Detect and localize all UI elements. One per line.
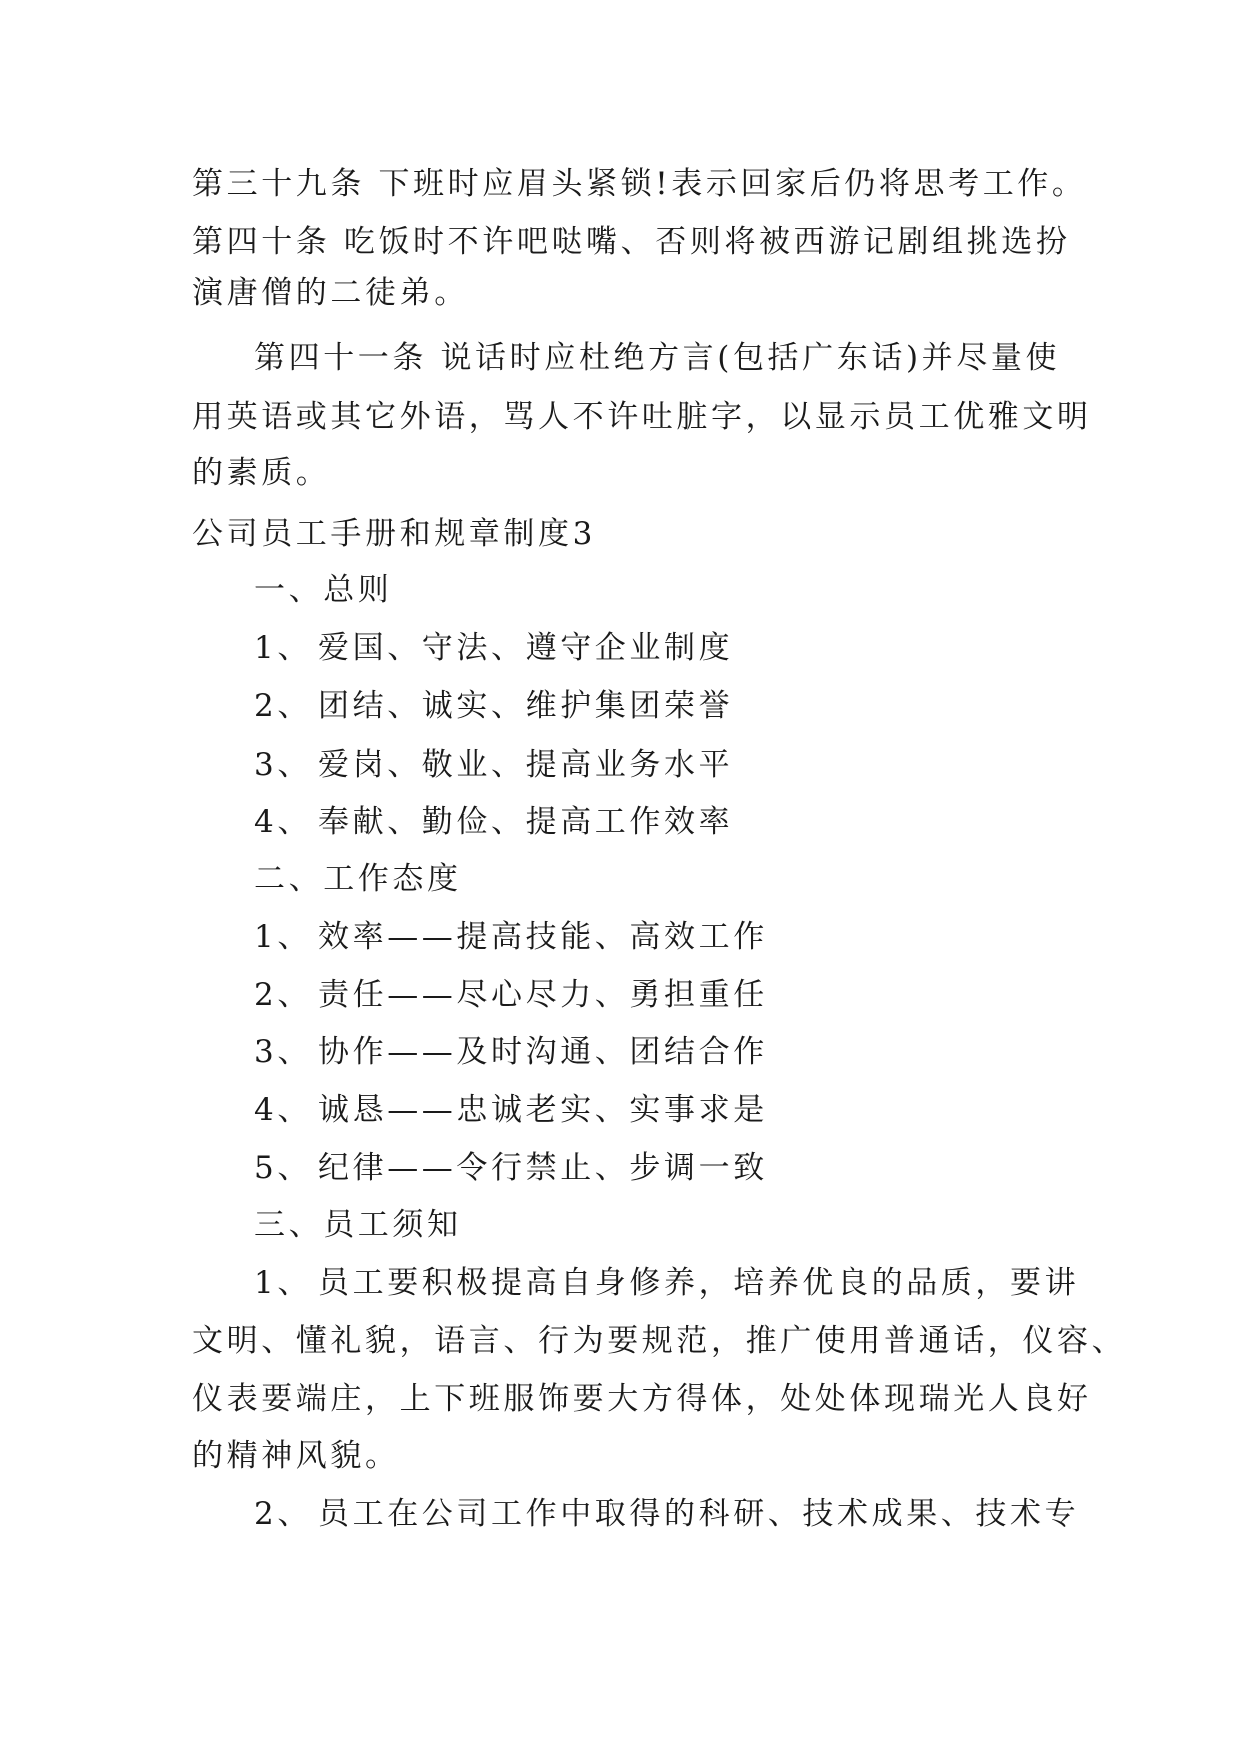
item-text: 爱国、守法、遵守企业制度 [318, 630, 734, 666]
section-1-item-2 [254, 686, 733, 726]
article-41-line-1: 第四十一条 说话时应杜绝方言(包括广东话)并尽量使 [254, 340, 1061, 376]
section-2-item-1 [254, 917, 768, 957]
item-number: 2、 [254, 688, 312, 724]
article-40-line-1: 第四十条 吃饭时不许吧哒嘴、否则将被西游记剧组挑选扮 [192, 224, 1071, 260]
section-2-item-2 [254, 975, 768, 1015]
item-number: 1、 [254, 630, 312, 666]
article-41-line-2: 用英语或其它外语，骂人不许吐脏字，以显示员工优雅文明 [192, 399, 1092, 435]
item-number: 1、 [254, 919, 312, 955]
item-number: 4、 [254, 1092, 312, 1128]
item-text: 员工要积极提高自身修养，培养优良的品质，要讲 [318, 1265, 1080, 1301]
section-2-heading: 二、工作态度 [254, 861, 462, 897]
section-3-heading: 三、员工须知 [254, 1207, 462, 1243]
section-1-item-1 [254, 628, 733, 668]
item-number: 4、 [254, 804, 312, 840]
article-39: 第三十九条 下班时应眉头紧锁!表示回家后仍将思考工作。 [192, 166, 1087, 202]
item-text: 纪律——令行禁止、步调一致 [318, 1150, 768, 1186]
section-1-item-3 [254, 745, 733, 785]
item-text: 爱岗、敬业、提高业务水平 [318, 747, 734, 783]
section-3-item-1-line-1 [254, 1263, 1079, 1303]
item-number: 3、 [254, 747, 312, 783]
item-text: 责任——尽心尽力、勇担重任 [318, 977, 768, 1013]
item-number: 2、 [254, 1496, 312, 1532]
item-number: 5、 [254, 1150, 312, 1186]
section-3-item-2-line-1 [254, 1494, 1079, 1534]
section-3-item-1-line-4: 的精神风貌。 [192, 1438, 400, 1474]
section-2-item-5 [254, 1148, 768, 1188]
article-41-line-3: 的素质。 [192, 455, 331, 491]
item-text: 奉献、勤俭、提高工作效率 [318, 804, 734, 840]
section-3-item-1-line-3: 仪表要端庄，上下班服饰要大方得体，处处体现瑞光人良好 [192, 1381, 1092, 1417]
item-text: 团结、诚实、维护集团荣誉 [318, 688, 734, 724]
doc-title: 公司员工手册和规章制度3 [192, 516, 596, 552]
item-text: 协作——及时沟通、团结合作 [318, 1034, 768, 1070]
item-number: 3、 [254, 1034, 312, 1070]
section-1-item-4 [254, 802, 733, 842]
item-text: 员工在公司工作中取得的科研、技术成果、技术专 [318, 1496, 1080, 1532]
item-text: 诚恳——忠诚老实、实事求是 [318, 1092, 768, 1128]
section-2-item-3 [254, 1032, 768, 1072]
section-2-item-4 [254, 1090, 768, 1130]
item-number: 2、 [254, 977, 312, 1013]
section-1-heading: 一、总则 [254, 572, 393, 608]
article-40-line-2: 演唐僧的二徒弟。 [192, 275, 469, 311]
section-3-item-1-line-2: 文明、懂礼貌，语言、行为要规范，推广使用普通话，仪容、 [192, 1323, 1127, 1359]
item-text: 效率——提高技能、高效工作 [318, 919, 768, 955]
item-number: 1、 [254, 1265, 312, 1301]
